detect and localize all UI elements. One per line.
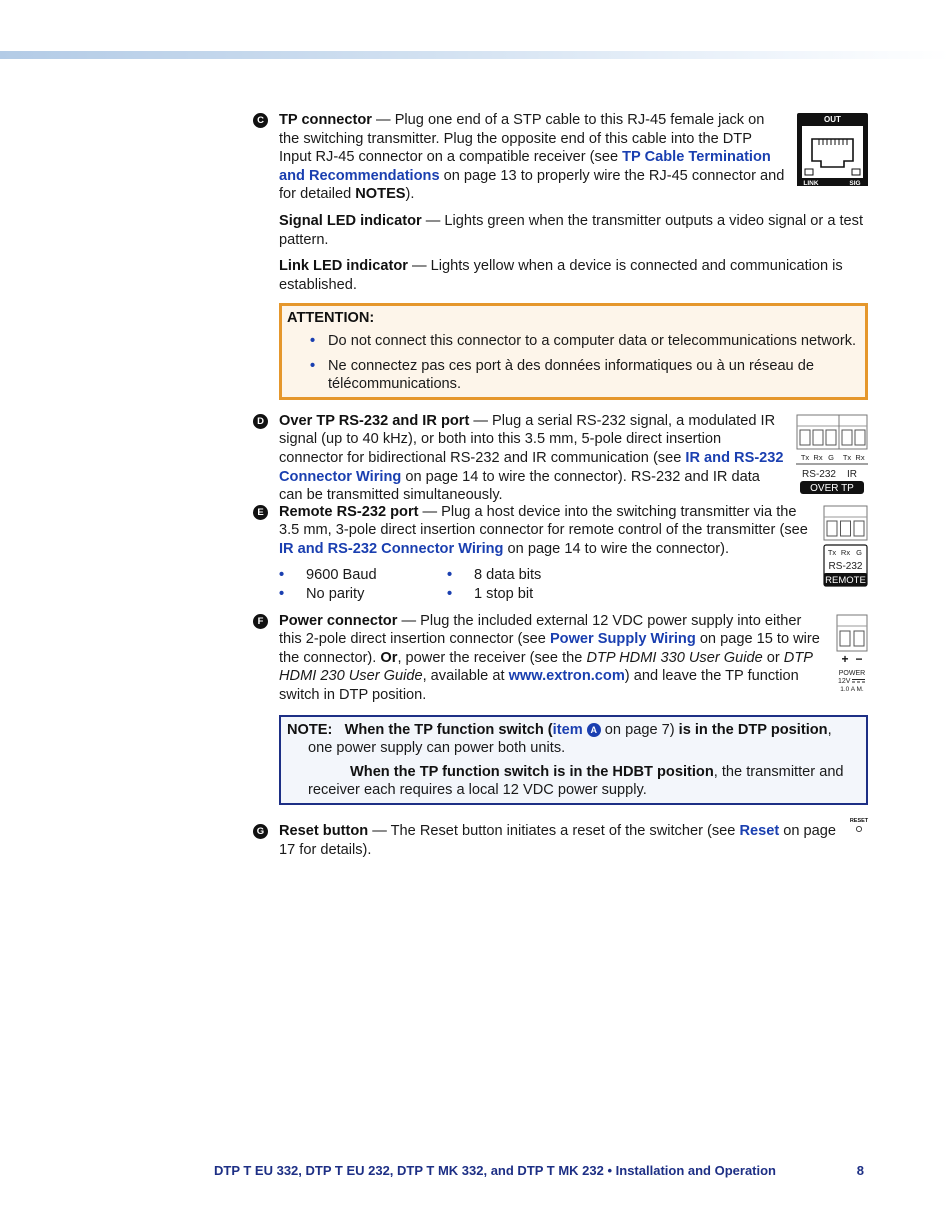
rs232-remote-label: RS-232 <box>828 560 863 572</box>
plus-sign: + <box>841 651 849 666</box>
reset-button-description: Reset button — The Reset button initiates a reset of the switcher (see Reset on page 17 for details). <box>279 823 836 858</box>
note-paragraph-2: When the TP function switch is in the HDBT position, the transmitter and receiver each requires a local 12 VDC power supply. <box>308 763 844 799</box>
link-led-label: LINK <box>803 180 819 186</box>
reset-button-title: Reset button <box>279 823 369 839</box>
power-connector-description: Power connector — Plug the included external 12 VDC power supply into either this 2-pole direct insertion connector (see Power Supply Wiring on page 15 to wire the connector). Or, power the receiver (see the DTP HDMI 330 User Guide or DTP HDMI 230 User Guide, available at www.extron.com) and leave the TP function switch in DTP position. <box>279 612 820 704</box>
note-box <box>279 715 868 805</box>
over-tp-badge: OVER TP <box>810 482 854 494</box>
svg-text:G: G <box>828 452 834 462</box>
tp-connector-description: TP connector — Plug one end of a STP cable to this RJ-45 female jack on the switching transmitter. Plug the opposite end of this cable into the DTP Input RJ-45 connector on a compatible receiver (see TP Cable Termination and Recommendations on page 13 to properly wire the RJ-45 connector and for detailed NOTES). <box>279 112 785 203</box>
item-reset-button <box>250 818 869 859</box>
remote-port-title: Remote RS-232 port <box>279 503 419 520</box>
item-over-tp-rs232-ir-port <box>250 412 868 505</box>
footer-title: DTP T EU 332, DTP T EU 232, DTP T MK 332, and DTP T MK 232 • Installation and Operation <box>214 1163 776 1178</box>
attention-bullet: • Do not connect this connector to a computer data or telecommunications network. <box>310 332 857 349</box>
voltage-label: 12V <box>838 677 851 685</box>
attention-title: ATTENTION: <box>287 310 375 327</box>
reset-button-icon <box>848 816 870 834</box>
over-tp-port-description: Over TP RS-232 and IR port — Plug a serial RS-232 signal, a modulated IR signal (up to 40 kHz), or both into this 3.5 mm, 5-pole direct insertion connector for bidirectional RS-232 and IR communication (see IR and RS-232 Connector Wiring on page 14 to wire the connector). RS-232 and IR data can be transmitted simultaneously. <box>279 412 784 504</box>
item-marker-c: C <box>253 113 268 128</box>
page-number: 8 <box>856 1163 864 1178</box>
attention-box <box>279 303 868 399</box>
item-a-circle-icon: A <box>587 723 601 737</box>
link-power-supply-wiring[interactable]: Power Supply Wiring <box>549 631 696 648</box>
item-marker-d: D <box>253 414 268 429</box>
setting-item: • 1 stop bit <box>447 586 534 603</box>
attention-bullet: • Ne connectez pas ces port à des données informatiques ou à un réseau de télécommunications. <box>310 357 814 393</box>
setting-item: • No parity <box>279 586 365 603</box>
current-label: 1.0 A M. <box>840 685 864 693</box>
link-ir-rs232-wiring-2[interactable]: IR and RS-232 Connector Wiring <box>279 540 504 557</box>
link-led-description: Link LED indicator — Lights yellow when a device is connected and communication is established. <box>279 258 843 293</box>
link-led-title: Link LED indicator <box>279 258 408 275</box>
svg-text:G: G <box>856 547 862 557</box>
svg-text:Rx: Rx <box>855 452 865 462</box>
link-reset[interactable]: Reset <box>739 823 780 839</box>
link-item-a[interactable]: item <box>552 721 583 738</box>
serial-settings-list <box>279 566 811 603</box>
setting-item: • 8 data bits <box>447 567 542 584</box>
item-marker-g: G <box>253 824 268 839</box>
ir-label: IR <box>847 468 857 480</box>
rs232-ir-5pole-connector-icon <box>796 414 868 495</box>
item-marker-e: E <box>253 505 268 520</box>
link-extron-website[interactable]: www.extron.com <box>508 668 625 685</box>
reset-label: RESET <box>849 818 869 824</box>
signal-led-title: Signal LED indicator <box>279 212 422 229</box>
note-label: NOTE: <box>287 721 333 738</box>
rs232-remote-3pole-connector-icon <box>823 505 868 587</box>
signal-led-description: Signal LED indicator — Lights green when the transmitter outputs a video signal or a test pattern. <box>279 212 864 248</box>
svg-text:Tx: Tx <box>800 452 810 462</box>
remote-port-description: Remote RS-232 port — Plug a host device into the switching transmitter via the 3.5 mm, 3-pole direct insertion connector for remote control of the transmitter (see IR and RS-232 Connector Wiring on page 14 to wire the connector). <box>279 503 808 557</box>
attention-list <box>287 332 859 394</box>
remote-badge: REMOTE <box>825 574 866 586</box>
rj45-out-connector-icon <box>797 113 868 186</box>
tp-connector-title: TP connector <box>279 112 372 128</box>
link-tp-cable-termination[interactable]: TP Cable Termination and Recommendations <box>279 149 771 184</box>
item-tp-connector <box>250 111 868 400</box>
power-label: POWER <box>838 669 866 677</box>
item-remote-rs232-port <box>250 503 868 604</box>
svg-text:Tx: Tx <box>842 452 852 462</box>
item-power-connector <box>250 612 868 805</box>
setting-item: • 9600 Baud <box>279 567 377 584</box>
over-tp-port-title: Over TP RS-232 and IR port <box>279 412 470 429</box>
item-marker-f: F <box>253 614 268 629</box>
sig-led-label: SIG <box>849 180 861 186</box>
svg-text:Tx: Tx <box>827 547 837 557</box>
link-ir-rs232-wiring[interactable]: IR and RS-232 Connector Wiring <box>279 449 784 485</box>
page-content <box>250 111 868 859</box>
power-connector-title: Power connector <box>279 612 398 629</box>
header-gradient-bar <box>0 51 950 59</box>
note-paragraph-1: NOTE: When the TP function switch (item A on page 7) is in the DTP position, one power supply can power both units. <box>287 721 832 757</box>
svg-text:Rx: Rx <box>840 547 851 557</box>
minus-sign: − <box>855 651 863 666</box>
rj45-out-label: OUT <box>824 115 841 124</box>
rs232-label: RS-232 <box>802 468 836 480</box>
power-connector-icon <box>835 614 869 694</box>
svg-text:Rx: Rx <box>813 452 823 462</box>
